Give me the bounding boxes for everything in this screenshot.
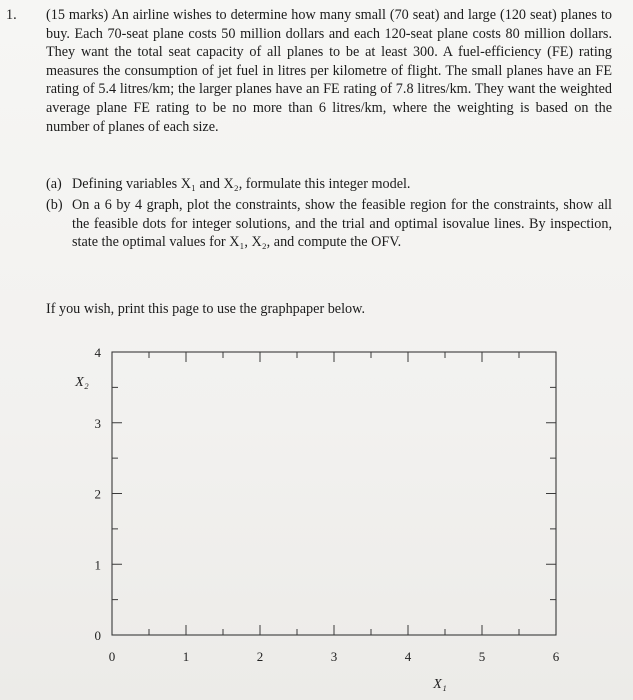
part-a-text: Defining variables X₁ and X₂, formulate this integer model.: [72, 176, 411, 192]
x-tick-label: 2: [256, 649, 264, 664]
y-tick-label: 0: [94, 628, 101, 643]
y-tick-label: 1: [94, 557, 101, 573]
x-tick-label: 5: [478, 649, 486, 664]
part-b-label: (b): [46, 197, 63, 213]
instruction-text: If you wish, print this page to use the graphpaper below.: [46, 301, 366, 317]
y-tick-label: 3: [94, 415, 101, 431]
problem-number: 1.: [6, 7, 17, 23]
y-axis-title: X₂: [75, 375, 89, 390]
y-tick-label: 2: [94, 486, 101, 502]
part-b-text: On a 6 by 4 graph, plot the constraints, show the feasible region for the constraints, show all the feasible dots for integer solutions, and the trial and optimal isovalue lines. By inspection, state the optimal values for X₁, X₂, and compute the OFV.: [72, 197, 612, 251]
x-tick-label: 4: [404, 649, 412, 664]
graph-frame: [112, 352, 556, 635]
x-tick-label: 6: [552, 649, 560, 664]
problem-statement: (15 marks) An airline wishes to determine how many small (70 seat) and large (120 seat) planes to buy. Each 70-seat plane costs 50 million dollars and each 120-seat plane costs 80 million dollars. They want the total seat capacity of all planes to be at least 300. A fuel-efficiency (FE) rating measures the consumption of jet fuel in litres per kilometre of flight. The small planes have an FE rating of 5.4 litres/km; the larger planes have an FE rating of 7.8 litres/km. They want the weighted average plane FE rating to be no more than 6 litres/km, where the weighting is based on the number of planes of each size.: [46, 7, 612, 135]
x-tick-label: 0: [108, 649, 116, 664]
y-tick-label: 4: [94, 345, 101, 360]
part-a-label: (a): [46, 176, 62, 192]
x-tick-label: 3: [330, 649, 338, 664]
x-axis-title: X₁: [433, 677, 447, 692]
x-tick-label: 1: [182, 649, 190, 664]
